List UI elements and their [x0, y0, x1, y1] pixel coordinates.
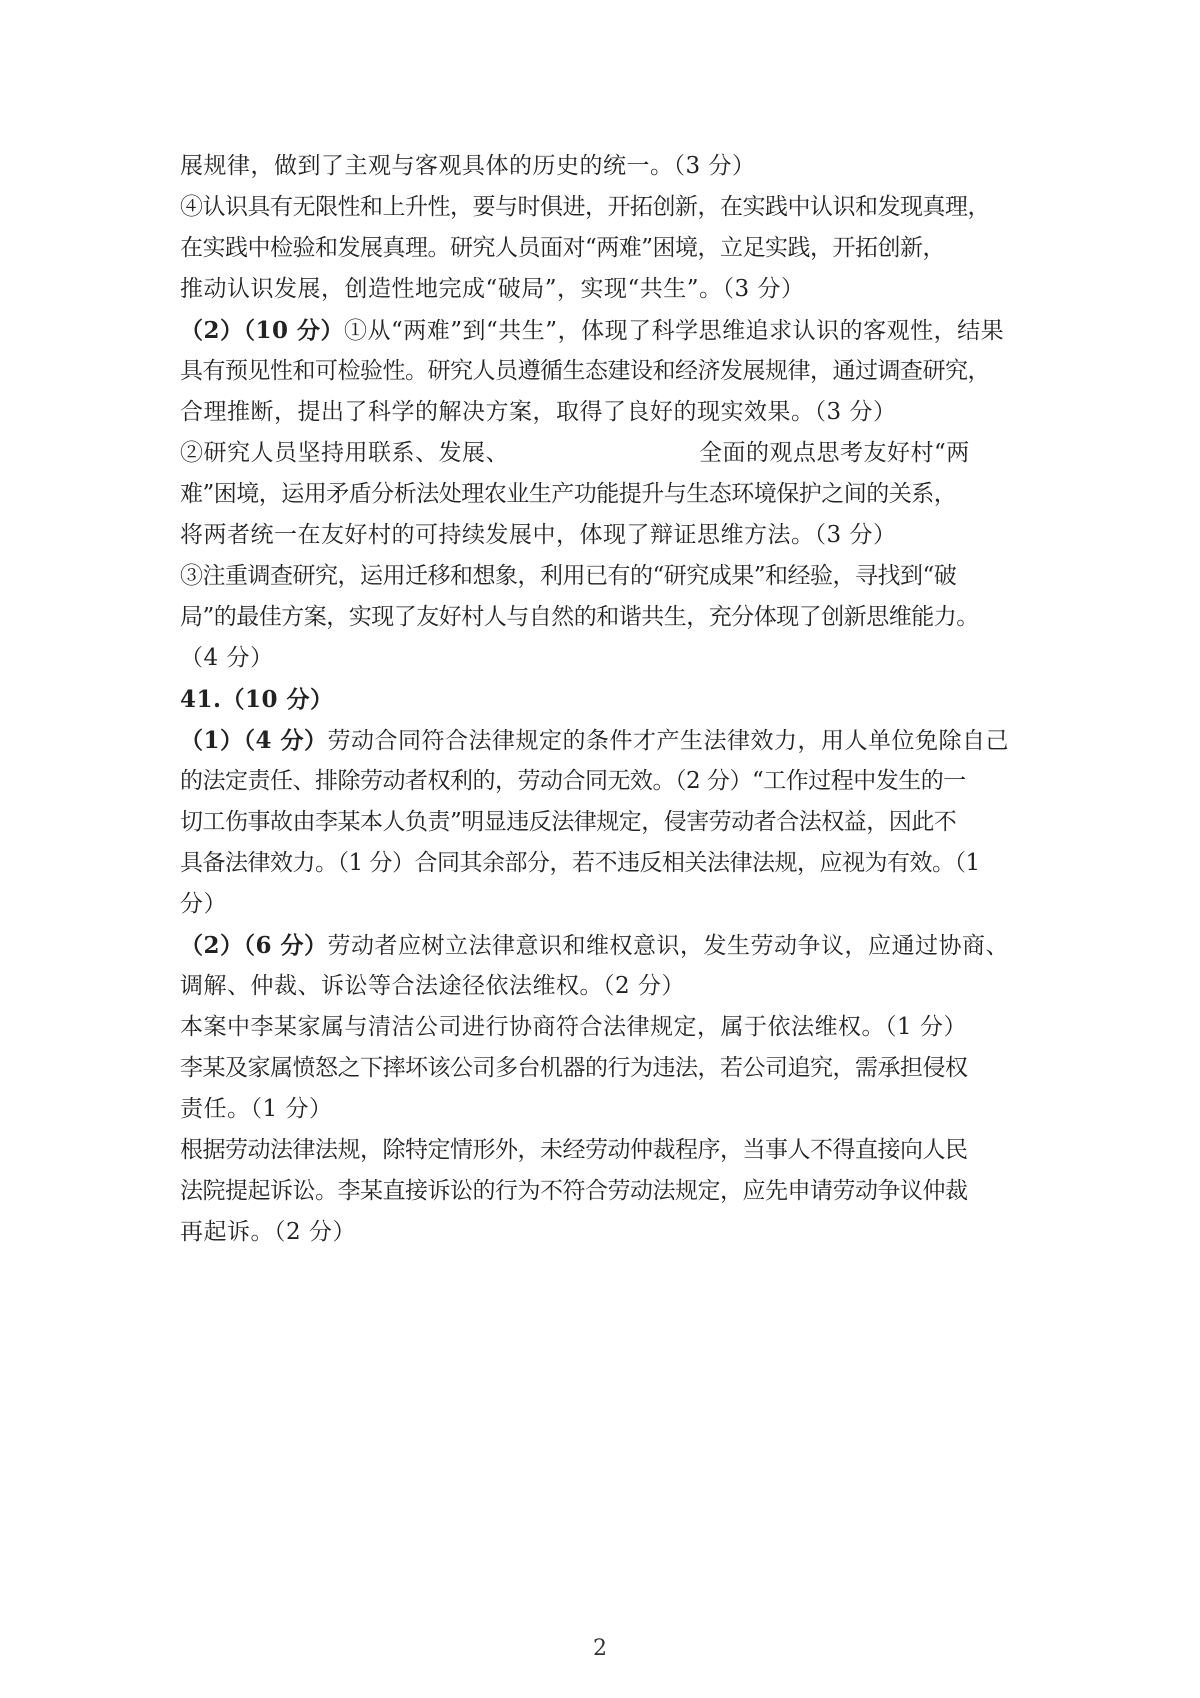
text-line: ③注重调查研究，运用迁移和想象，利用已有的“研究成果”和经验，寻找到“破 [180, 563, 957, 589]
text-line: 具备法律效力。（1 分）合同其余部分，若不违反相关法律法规，应视为有效。（1 [180, 850, 980, 876]
text-line: 推动认识发展，创造性地完成“破局”，实现“共生”。（3 分） [180, 276, 805, 302]
text-segment: 劳动合同符合法律规定的条件才产生法律效力，用人单位免除自己 [327, 728, 1010, 754]
text-line: 李某及家属愤怒之下摔坏该公司多台机器的行为违法，若公司追究，需承担侵权 [180, 1055, 968, 1081]
text-segment: ②研究人员坚持用联系、发展、 [180, 440, 509, 466]
text-segment: 劳动者应树立法律意识和维权意识，发生劳动争议，应通过协商、 [327, 933, 1010, 959]
subquestion-line [180, 925, 1020, 966]
subquestion-label: （2）（10 分） [180, 317, 345, 344]
text-line: 展规律，做到了主观与客观具体的历史的统一。（3 分） [180, 153, 756, 179]
subquestion-label: （1）（4 分） [180, 727, 328, 754]
text-line: 本案中李某家属与清洁公司进行协商符合法律规定，属于依法维权。（1 分） [180, 1014, 967, 1040]
text-line: 具有预见性和可检验性。研究人员遵循生态建设和经济发展规律，通过调查研究， [180, 358, 990, 384]
text-segment: 全面的观点思考友好村“两 [699, 440, 970, 466]
subquestion-line [180, 720, 1020, 761]
text-line: 法院提起诉讼。李某直接诉讼的行为不符合劳动法规定，应先申请劳动争议仲裁 [180, 1178, 968, 1204]
text-segment: ①从“两难”到“共生”，体现了科学思维追求认识的客观性，结果 [344, 318, 1005, 344]
subquestion-label: （2）（6 分） [180, 932, 328, 959]
text-line: 根据劳动法律法规，除特定情形外，未经劳动仲裁程序，当事人不得直接向人民 [180, 1137, 968, 1163]
text-line: 切工伤事故由李某本人负责”明显违反法律规定，侵害劳动者合法权益，因此不 [180, 809, 957, 835]
text-line: 调解、仲裁、诉讼等合法途径依法维权。（2 分） [180, 973, 685, 999]
text-line: （4 分） [180, 645, 274, 671]
text-line-with-gap [180, 433, 1020, 474]
text-line: 在实践中检验和发展真理。研究人员面对“两难”困境，立足实践，开拓创新， [180, 235, 946, 261]
text-line: 分） [180, 891, 227, 917]
text-line: ④认识具有无限性和上升性，要与时俱进，开拓创新，在实践中认识和发现真理， [180, 194, 990, 220]
subquestion-line [180, 310, 1020, 351]
text-line: 将两者统一在友好村的可持续发展中，体现了辩证思维方法。（3 分） [180, 522, 897, 548]
text-line: 局”的最佳方案，实现了友好村人与自然的和谐共生，充分体现了创新思维能力。 [180, 604, 979, 630]
question-heading: 41.（10 分） [180, 686, 334, 713]
text-line: 合理推断，提出了科学的解决方案，取得了良好的现实效果。（3 分） [180, 399, 897, 425]
text-line: 难”困境，运用矛盾分析法处理农业生产功能提升与生态环境保护之间的关系， [180, 481, 957, 507]
text-line: 的法定责任、排除劳动者权利的，劳动合同无效。（2 分）“工作过程中发生的一 [180, 768, 966, 794]
answer-page [180, 146, 1020, 1253]
text-line: 责任。（1 分） [180, 1096, 333, 1122]
page-number: 2 [593, 1636, 607, 1661]
text-line: 再起诉。（2 分） [180, 1219, 356, 1245]
